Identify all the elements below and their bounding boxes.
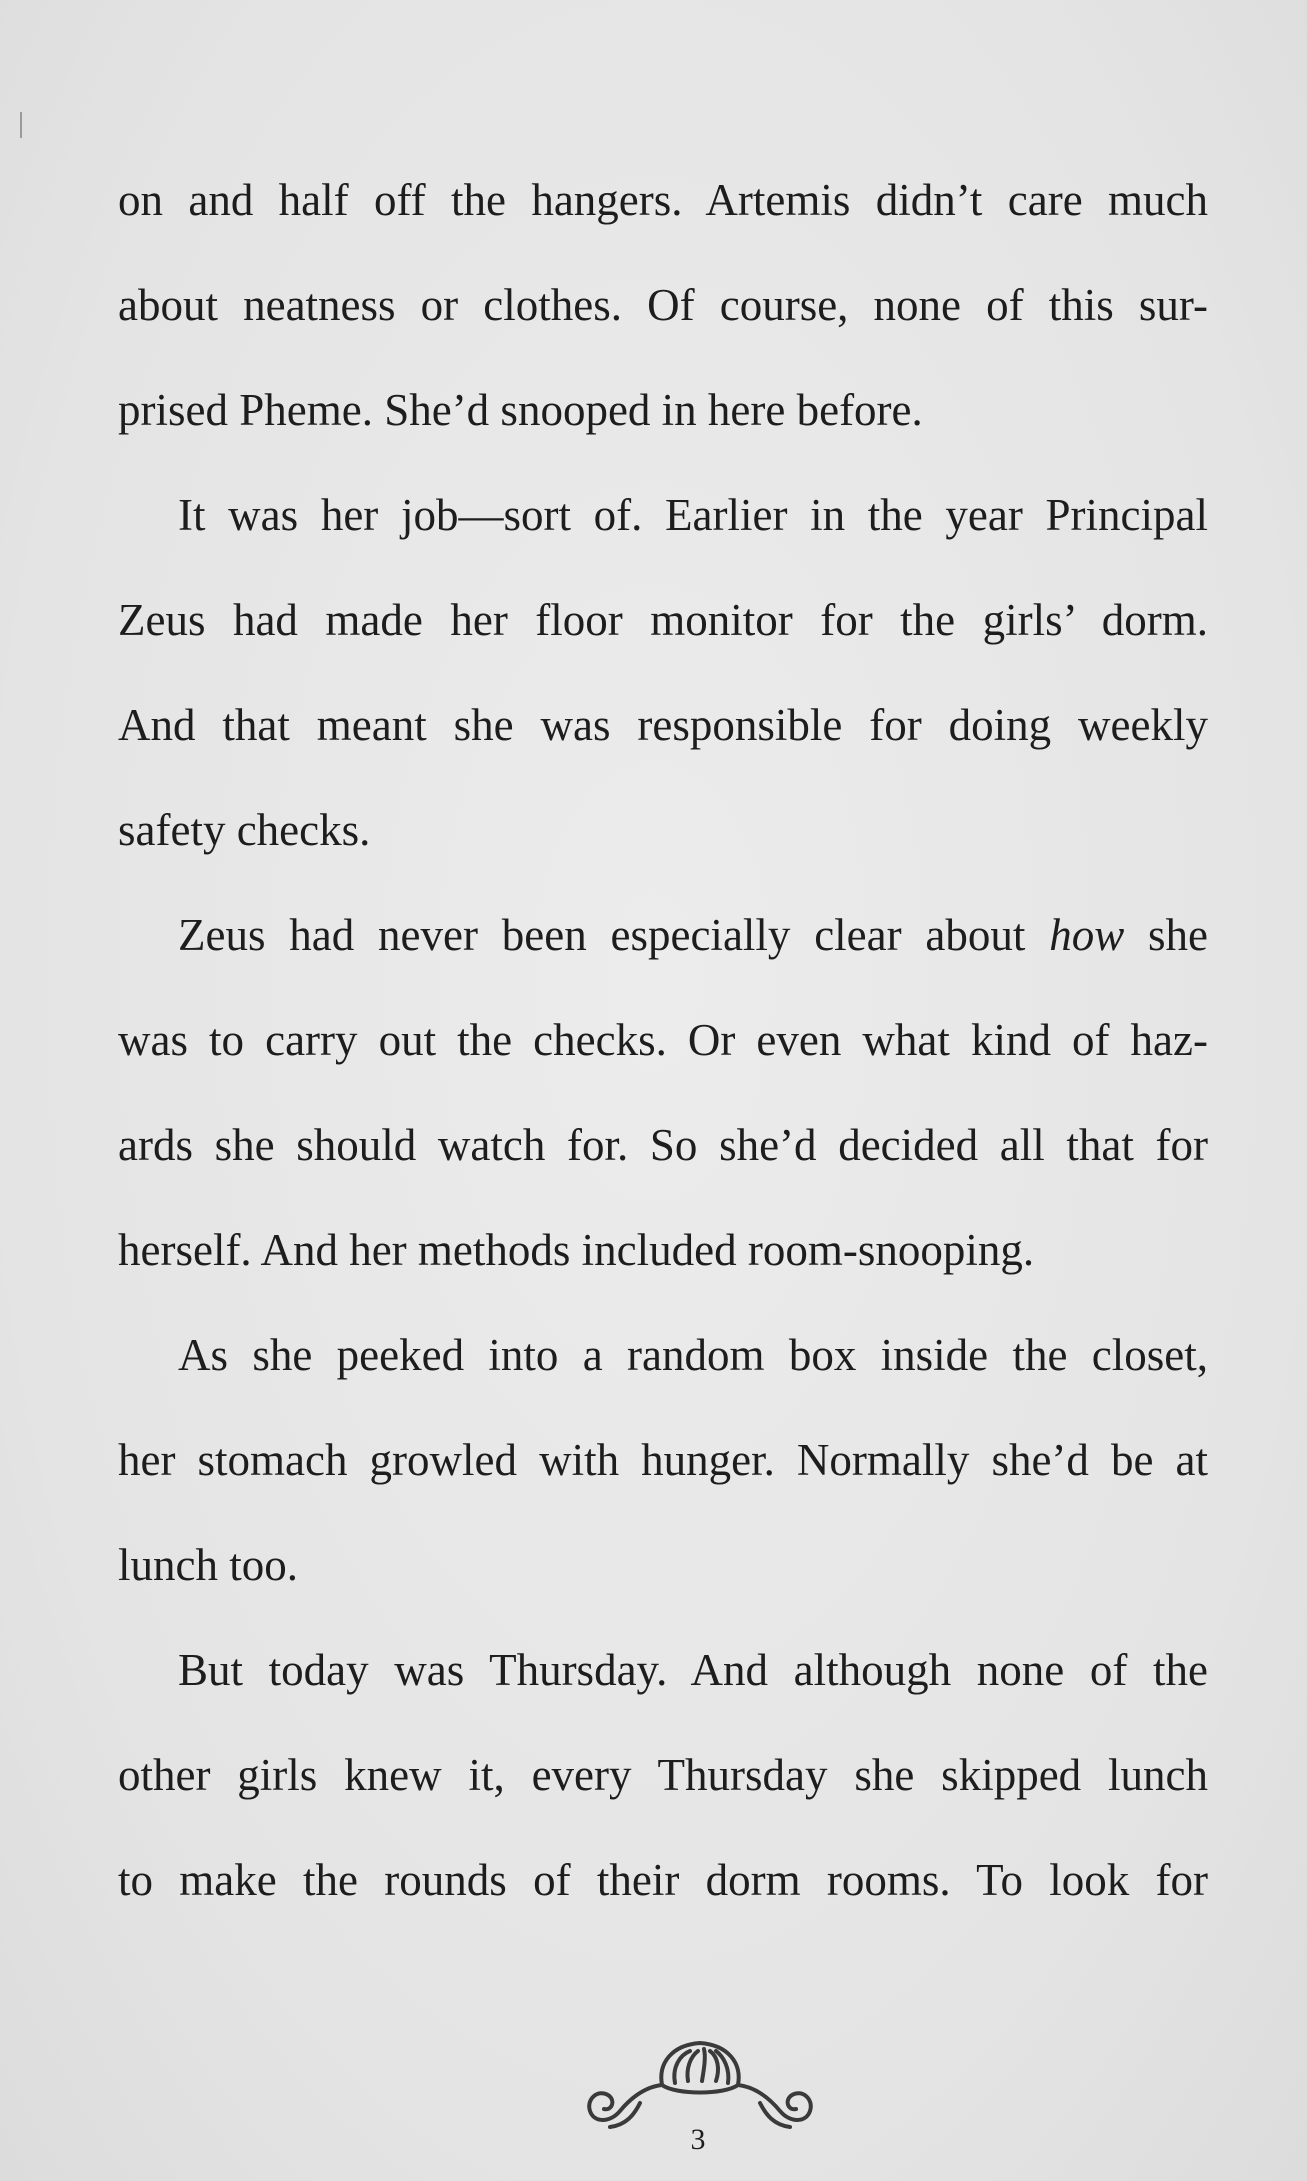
- text-line: safety checks.: [118, 805, 371, 855]
- text-line: about neatness or clothes. Of course, none of this sur-: [118, 280, 1208, 330]
- scroll-shell-ornament-icon: [580, 2025, 820, 2135]
- text-line: It was her job—sort of. Earlier in the year Principal: [178, 490, 1208, 540]
- text-segment: Zeus had never been especially clear about: [178, 910, 1050, 960]
- text-line: ards she should watch for. So she’d decided all that for: [118, 1120, 1208, 1170]
- margin-speck: [20, 112, 22, 138]
- text-line: to make the rounds of their dorm rooms. To look for: [118, 1855, 1208, 1905]
- text-line: [178, 905, 1208, 965]
- emphasis-word: how: [1049, 910, 1125, 960]
- text-line: on and half off the hangers. Artemis didn’t care much: [118, 175, 1208, 225]
- page-number: 3: [690, 2123, 706, 2156]
- text-line: herself. And her methods included room-snooping.: [118, 1225, 1035, 1275]
- text-line: And that meant she was responsible for doing weekly: [118, 700, 1208, 750]
- text-line: Zeus had made her floor monitor for the girls’ dorm.: [118, 595, 1208, 645]
- text-line: her stomach growled with hunger. Normally she’d be at: [118, 1435, 1208, 1485]
- text-line: other girls knew it, every Thursday she skipped lunch: [118, 1750, 1208, 1800]
- text-line: But today was Thursday. And although none of the: [178, 1645, 1208, 1695]
- text-line: was to carry out the checks. Or even what kind of haz-: [118, 1015, 1208, 1065]
- text-segment: she: [1124, 910, 1208, 960]
- text-line: lunch too.: [118, 1540, 298, 1590]
- text-line: As she peeked into a random box inside the closet,: [178, 1330, 1208, 1380]
- text-line: prised Pheme. She’d snooped in here before.: [118, 385, 923, 435]
